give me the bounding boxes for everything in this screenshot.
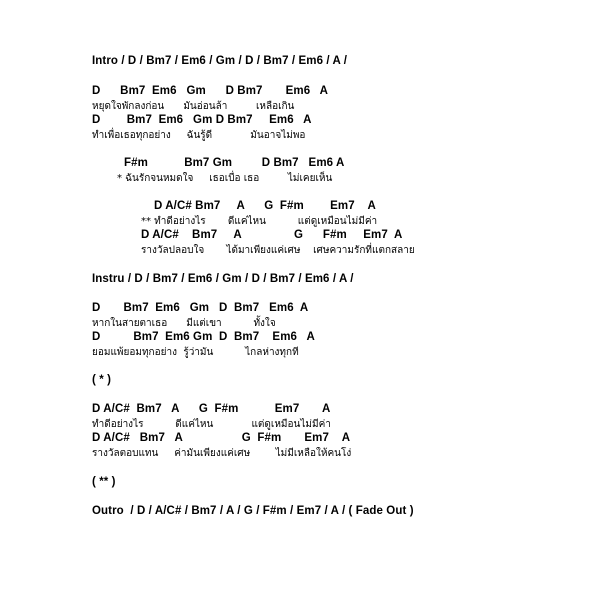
chorus-chords-1: F#m Bm7 Gm D Bm7 Em6 A <box>124 157 345 169</box>
verse1-chords-1: D Bm7 Em6 Gm D Bm7 Em6 A <box>92 85 329 97</box>
verse2-lyrics-1: หากในสายตาเธอ มีแต่เขา ทั้งใจ <box>92 318 276 329</box>
bridge-chords-2: D A/C# Bm7 A G F#m Em7 A <box>141 229 403 241</box>
bridge-chords-1: D A/C# Bm7 A G F#m Em7 A <box>154 200 376 212</box>
verse2-lyrics-2: ยอมแพ้ยอมทุกอย่าง รู้ว่ามัน ไกลห่างทุกที <box>92 347 299 358</box>
bridge2-chords-2: D A/C# Bm7 A G F#m Em7 A <box>92 432 351 444</box>
instru-line: Instru / D / Bm7 / Em6 / Gm / D / Bm7 / Em6 / A / <box>92 273 354 285</box>
verse1-lyrics-2: ทำเพื่อเธอทุกอย่าง ฉันรู้ดี มันอาจไม่พอ <box>92 130 306 141</box>
repeat-bridge-marker: ( ** ) <box>92 476 116 488</box>
bridge2-lyrics-1: ทำดีอย่างไร ดีแค่ไหน แต่ดูเหมือนไม่มีค่า <box>92 419 331 430</box>
verse2-chords-2: D Bm7 Em6 Gm D Bm7 Em6 A <box>92 331 315 343</box>
bridge-lyrics-2: รางวัลปลอบใจ ได้มาเพียงแค่เศษ เศษความรักที่แตกสลาย <box>141 245 415 256</box>
bridge2-lyrics-2: รางวัลตอบแทน ค่ามันเพียงแค่เศษ ไม่มีเหลือให้คนโง่ <box>92 448 352 459</box>
outro-line: Outro / D / A/C# / Bm7 / A / G / F#m / Em7 / A / ( Fade Out ) <box>92 505 414 517</box>
bridge-lyrics-1: ** ทำดีอย่างไร ดีแค่ไหน แต่ดูเหมือนไม่มีค่า <box>141 216 378 227</box>
verse2-chords-1: D Bm7 Em6 Gm D Bm7 Em6 A <box>92 302 309 314</box>
verse1-lyrics-1: หยุดใจพักลงก่อน มันอ่อนล้า เหลือเกิน <box>92 101 295 112</box>
intro-line: Intro / D / Bm7 / Em6 / Gm / D / Bm7 / Em6 / A / <box>92 55 348 67</box>
bridge2-chords-1: D A/C# Bm7 A G F#m Em7 A <box>92 403 331 415</box>
chorus-lyrics-1: * ฉันรักจนหมดใจ เธอเบื่อ เธอ ไม่เคยเห็น <box>117 173 333 184</box>
repeat-chorus-marker: ( * ) <box>92 374 112 386</box>
verse1-chords-2: D Bm7 Em6 Gm D Bm7 Em6 A <box>92 114 312 126</box>
